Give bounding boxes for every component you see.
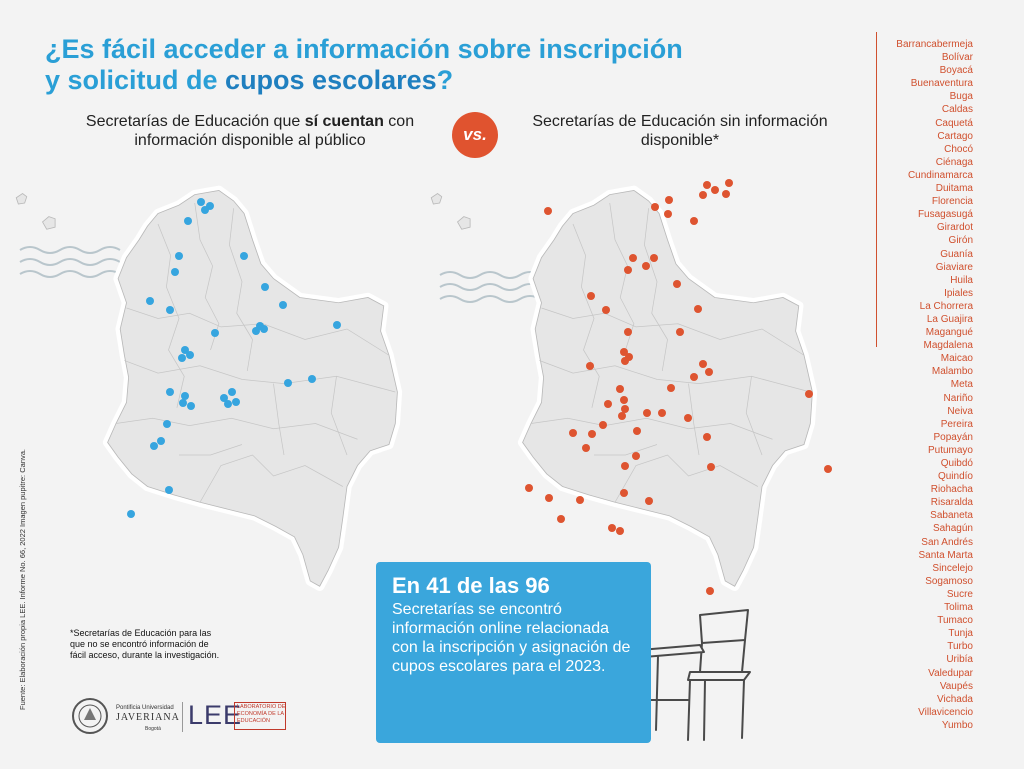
region-item: Santa Marta (918, 549, 973, 561)
region-item: Girardot (936, 222, 973, 234)
blue-dot (252, 327, 260, 335)
orange-dot (722, 190, 730, 198)
orange-dot (725, 179, 733, 187)
orange-dot (582, 444, 590, 452)
blue-dot (284, 379, 292, 387)
orange-dot (673, 280, 681, 288)
region-item: Tolima (944, 602, 973, 614)
region-item: Bolívar (941, 52, 973, 64)
region-item: Quindío (937, 471, 973, 483)
orange-dot (642, 262, 650, 270)
region-item: Putumayo (927, 444, 973, 456)
javeriana-small-text: Pontificia Universidad (116, 705, 174, 711)
region-item: Magdalena (923, 340, 973, 352)
desk-illustration (640, 610, 750, 740)
region-item: Buenaventura (910, 78, 973, 90)
orange-dot (618, 412, 626, 420)
region-item: Barrancabermeja (896, 39, 973, 50)
region-item: Sucre (946, 588, 973, 600)
region-item: Meta (950, 379, 973, 391)
orange-dot (694, 305, 702, 313)
blue-dot (166, 388, 174, 396)
orange-dot (620, 489, 628, 497)
orange-dot (645, 497, 653, 505)
orange-dot (658, 409, 666, 417)
orange-dot (525, 484, 533, 492)
region-item: Popayán (933, 431, 973, 443)
region-item: Huila (950, 274, 973, 286)
blue-dot (184, 217, 192, 225)
region-item: La Guajira (926, 313, 973, 325)
lee-lab-text: LABORATORIO DE ECONOMÍA DE LA EDUCACIÓN (237, 704, 286, 724)
orange-dot (706, 587, 714, 595)
callout-box (376, 562, 651, 743)
blue-dot (175, 252, 183, 260)
blue-dot (163, 420, 171, 428)
region-item: Chocó (944, 143, 973, 155)
right-waves (440, 272, 540, 302)
blue-dot (224, 400, 232, 408)
blue-dot (333, 321, 341, 329)
region-item: Riohacha (930, 484, 973, 496)
orange-dot (690, 373, 698, 381)
region-item: Caldas (941, 104, 973, 116)
orange-dot (665, 196, 673, 204)
region-item: Uribía (946, 654, 973, 666)
orange-dot (599, 421, 607, 429)
region-item: Florencia (931, 196, 973, 208)
orange-dot (621, 357, 629, 365)
region-item: Sabaneta (930, 510, 973, 522)
orange-dot (621, 405, 629, 413)
region-item: Neiva (947, 405, 973, 417)
blue-dot (201, 206, 209, 214)
blue-dot (211, 329, 219, 337)
region-item: La Chorrera (919, 300, 973, 312)
orange-dot (557, 515, 565, 523)
blue-dot (171, 268, 179, 276)
orange-dot (650, 254, 658, 262)
region-item: Pereira (940, 418, 973, 430)
region-item: Quibdó (940, 458, 973, 469)
source-text: Fuente: Elaboración propia LEE. Informe No. 66, 2022 Imagen pupitre: Canva. (18, 449, 27, 710)
lee-wordmark: LEE (188, 700, 243, 730)
blue-dot (240, 252, 248, 260)
blue-dot (150, 442, 158, 450)
vs-badge: vs. (452, 112, 498, 158)
callout-headline-strong: 41 de las 96 (426, 573, 550, 598)
region-item: Vaupés (939, 680, 973, 692)
region-item: Turbo (947, 641, 973, 653)
blue-dot (166, 306, 174, 314)
region-item: Yumbo (941, 719, 973, 731)
region-item: Caquetá (935, 117, 973, 129)
title-line-2-pre: y solicitud de (45, 65, 226, 95)
region-item: Cartago (937, 130, 973, 142)
blue-dot (279, 301, 287, 309)
title-line-2-strong: cupos escolares (225, 65, 437, 95)
orange-dot (588, 430, 596, 438)
orange-dot (676, 328, 684, 336)
orange-dot (632, 452, 640, 460)
orange-dot (643, 409, 651, 417)
blue-dot (232, 398, 240, 406)
orange-dot (545, 494, 553, 502)
blue-dot (186, 351, 194, 359)
region-item: Duitama (935, 183, 973, 195)
blue-dot (178, 354, 186, 362)
region-item: Ipiales (944, 287, 973, 299)
left-waves (20, 247, 120, 277)
orange-dot (576, 496, 584, 504)
callout-headline (392, 574, 635, 598)
orange-dot (651, 203, 659, 211)
blue-dot (127, 510, 135, 518)
javeriana-logo (70, 696, 180, 736)
orange-dot (604, 400, 612, 408)
title-line-1: ¿Es fácil acceder a información sobre inscripción (45, 34, 683, 64)
region-item: Sahagún (932, 523, 973, 535)
blue-dot (228, 388, 236, 396)
logo-divider (182, 702, 183, 732)
callout-text: Secretarías se encontró información online relacionada con la inscripción y asignación de cupos escolares para el 2023. (392, 601, 631, 675)
callout-headline-pre: En (392, 573, 427, 598)
region-item: Giaviare (935, 261, 973, 273)
orange-dot (703, 181, 711, 189)
blue-dot (165, 486, 173, 494)
footnote: *Secretarías de Educación para las que no se encontró información de fácil acceso, durante la investigación. (70, 628, 220, 660)
region-item: Cundinamarca (907, 169, 973, 181)
blue-dot (146, 297, 154, 305)
region-item: Tunja (948, 628, 973, 640)
orange-dot (544, 207, 552, 215)
region-item: Magangué (925, 327, 973, 339)
orange-dot (621, 462, 629, 470)
lee-logo (182, 698, 292, 736)
orange-dot (586, 362, 594, 370)
regions-list (860, 38, 973, 732)
orange-dot (805, 390, 813, 398)
left-heading-post: con información disponible al público (134, 113, 415, 149)
blue-dot (197, 198, 205, 206)
title-line-2-post: ? (436, 65, 454, 95)
orange-dot (629, 254, 637, 262)
orange-dot (620, 396, 628, 404)
region-item: San Andrés (921, 536, 973, 548)
region-item: Boyacá (939, 65, 973, 77)
orange-dot (608, 524, 616, 532)
orange-dot (587, 292, 595, 300)
region-item: Maicao (940, 353, 973, 365)
orange-dot (664, 210, 672, 218)
orange-dot (616, 527, 624, 535)
region-item: Guanía (940, 248, 973, 260)
blue-dot (179, 399, 187, 407)
region-item: Buga (949, 91, 973, 103)
orange-dot (633, 427, 641, 435)
blue-dot (187, 402, 195, 410)
javeriana-name: JAVERIANA (116, 712, 180, 723)
orange-dot (684, 414, 692, 422)
region-item: Tumaco (937, 615, 973, 627)
region-item: Sogamoso (925, 575, 973, 587)
orange-dot (824, 465, 832, 473)
region-item: Fusagasugá (917, 209, 973, 221)
javeriana-city: Bogotá (145, 726, 161, 732)
orange-dot (667, 384, 675, 392)
orange-dot (569, 429, 577, 437)
region-item: Nariño (943, 392, 973, 404)
right-map-heading: Secretarías de Educación sin información disponible* (532, 113, 828, 149)
blue-dot (260, 325, 268, 333)
region-item: Girón (948, 235, 973, 247)
orange-dot (703, 433, 711, 441)
orange-dot (711, 186, 719, 194)
orange-dot (705, 368, 713, 376)
orange-dot (624, 266, 632, 274)
left-heading-strong: sí cuentan (304, 113, 384, 130)
region-item: Sincelejo (932, 562, 973, 574)
left-heading-pre: Secretarías de Educación que (85, 113, 305, 130)
orange-dot (699, 191, 707, 199)
blue-dot (261, 283, 269, 291)
region-item: Villavicencio (918, 706, 973, 718)
region-item: Vichada (937, 693, 973, 705)
orange-dot (624, 328, 632, 336)
orange-dot (690, 217, 698, 225)
orange-dot (707, 463, 715, 471)
blue-dot (157, 437, 165, 445)
region-item: Risaralda (930, 497, 973, 509)
region-item: Malambo (931, 366, 973, 378)
javeriana-seal-icon (70, 696, 110, 736)
blue-dot (181, 392, 189, 400)
region-item: Valedupar (928, 667, 973, 679)
orange-dot (616, 385, 624, 393)
left-colombia-map (16, 190, 397, 586)
orange-dot (602, 306, 610, 314)
orange-dot (699, 360, 707, 368)
blue-dot (308, 375, 316, 383)
region-item: Ciénaga (935, 156, 973, 168)
